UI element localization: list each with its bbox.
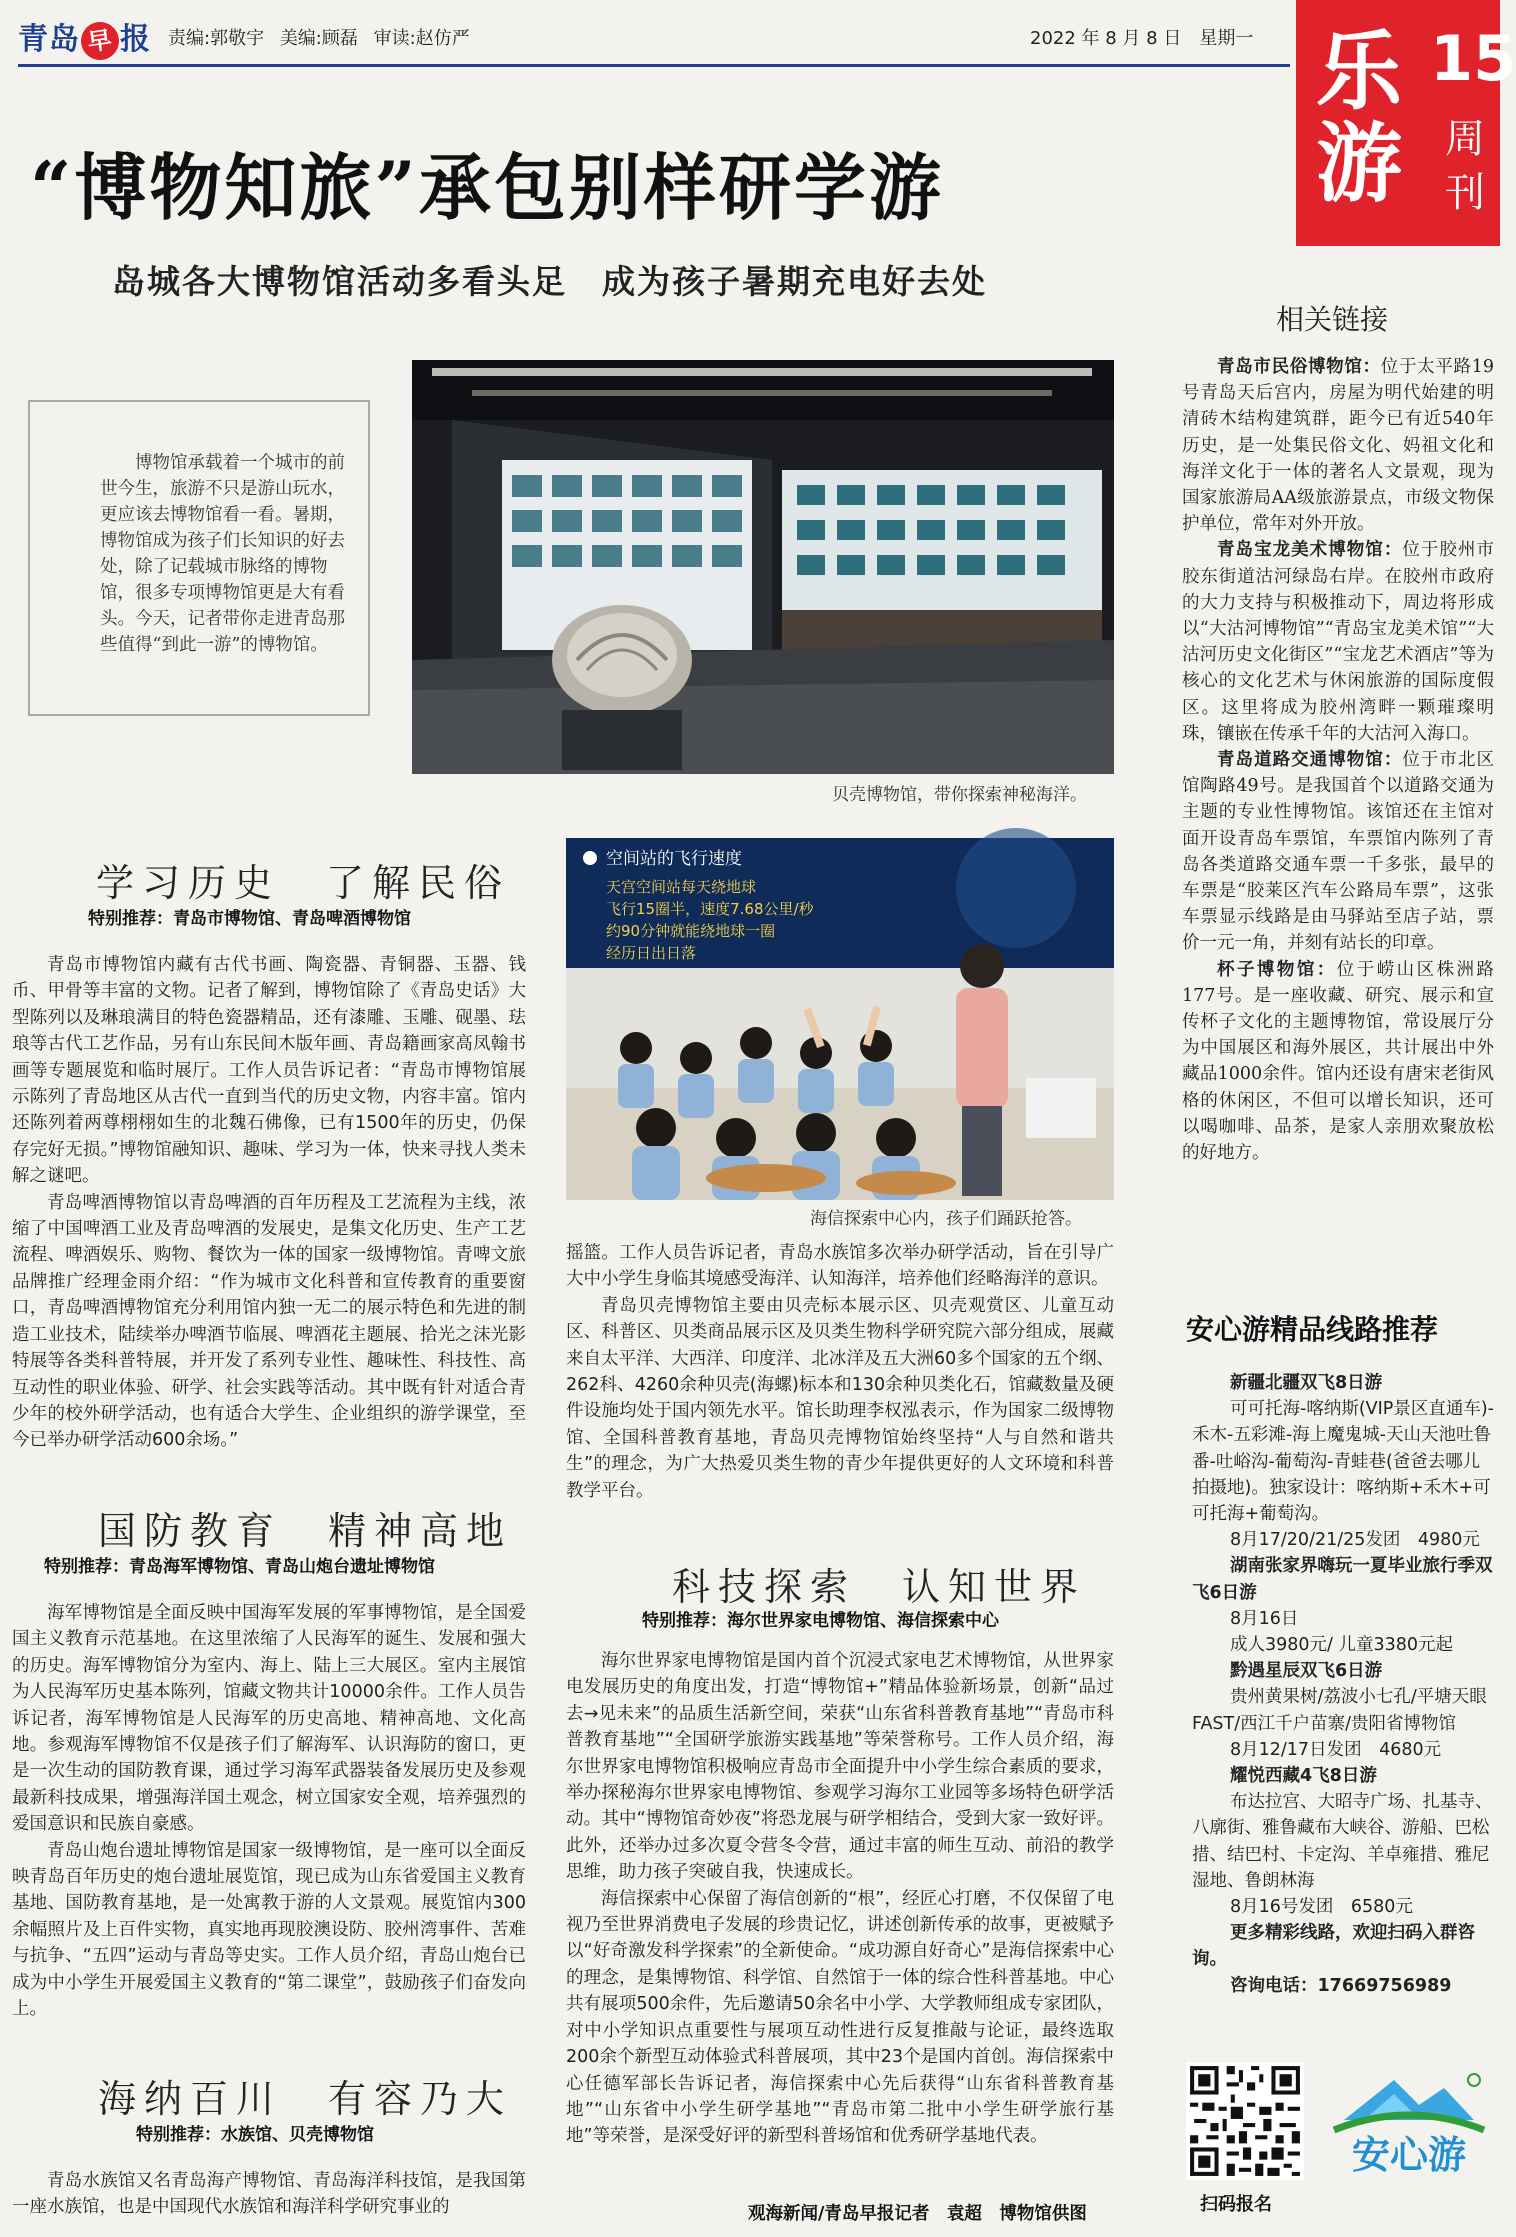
section-heading: 学习历史 了解民俗: [96, 861, 511, 905]
section-heading: 国防教育 精神高地: [98, 1509, 513, 1553]
route-date: 8月17/20/21/25发团 4980元: [1230, 1530, 1480, 1551]
section-name: 乐游: [1316, 21, 1402, 214]
route-name: 黔遇星辰双飞6日游: [1230, 1661, 1383, 1682]
intro-text: 博物馆承载着一个城市的前世今生，旅游不只是游山玩水，更应该去博物馆看一看。暑期，博物馆成为孩子们长知识的好去处，除了记载城市脉络的博物馆，很多专项博物馆更是大有看头。今天，记者带你走进青岛那些值得“到此一游”的博物馆。: [100, 453, 345, 655]
museum-desc: 位于市北区馆陶路49号。是我国首个以道路交通为主题的专业性博物馆。该馆还在主馆对面开设青岛车票馆，车票馆内陈列了青岛各类道路交通车票一千多张，最早的车票是“胶莱区汽车公路局车票”，这张车票显示线路是由马驿站至店子站，票价一元一角，并刻有站长的印章。: [1182, 750, 1495, 954]
article-paragraph: 海信探索中心保留了海信创新的“根”，经匠心打磨，不仅保留了电视乃至世界消费电子发展的珍贵记忆，讲述创新传承的故事，更被赋予以“好奇激发科学探索”的全新使命。“成功源自好奇心”是海信探索中心的理念，是集博物馆、科学馆、自然馆于一体的综合性科普基地。中心共有展项500余件，先后邀请50余名中小学、大学教师组成专家团队，对中小学知识点重要性与展项互动性进行反复推敲与论证，最终选取200余个新型互动体验式科普展项，其中23个是国内首创。海信探索中心任德军部长告诉记者，海信探索中心先后获得“山东省科普教育基地”“山东省中小学生研学基地”“青岛市第二批中小学生研学旅行基地”等荣誉，是深受好评的新型科普场馆和优秀研学基地代表。: [566, 1888, 1114, 2147]
article-paragraph: 摇篮。工作人员告诉记者，青岛水族馆多次举办研学活动，旨在引导广大中小学生身临其境感受海洋、认知海洋，培养他们经略海洋的意识。: [566, 1243, 1114, 1290]
masthead-rule: [18, 64, 1290, 67]
article-paragraph: 海尔世界家电博物馆是国内首个沉浸式家电艺术博物馆，从世界家电发展历史的角度出发，打造“博物馆+”精品体验新场景，创新“品过去→见未来”的品质生活新空间，荣获“山东省科普教育基地”“青岛市科普教育基地”“全国研学旅游实践基地”等荣誉称号。工作人员介绍，海尔世界家电博物馆积极响应青岛市全面提升中小学生综合素质的要求，举办探秘海尔世界家电博物馆、参观学习海尔工业园等多场特色研学活动。其中“博物馆奇妙夜”将恐龙展与研学相结合，受到大家一致好评。此外，还举办过多次夏令营冬令营，通过丰富的师生互动、前沿的教学思维，助力孩子突破自我，快速成长。: [566, 1651, 1114, 1883]
route-desc: 布达拉宫、大昭寺广场、扎基寺、八廓街、雅鲁藏布大峡谷、游船、巴松措、结巴村、卡定沟、羊卓雍措、雅尼湿地、鲁朗林海: [1192, 1792, 1493, 1891]
article-column: [566, 1240, 1114, 1504]
section-heading: 海纳百川 有容乃大: [98, 2077, 513, 2121]
route-desc: 可可托海-喀纳斯(VIP景区直通车)-禾木-五彩滩-海上魔鬼城-天山天池吐鲁番-吐峪沟-葡萄沟-青蛙巷(爸爸去哪儿拍摄地)。独家设计：喀纳斯+禾木+可可托海+葡萄沟。: [1192, 1399, 1494, 1525]
contact-phone: 咨询电话：17669756989: [1230, 1975, 1452, 1996]
route-date: 8月12/17日发团 4680元: [1230, 1739, 1442, 1760]
section-heading: 科技探索 认知世界: [672, 1565, 1087, 1609]
museum-name: 青岛道路交通博物馆：: [1217, 750, 1403, 771]
museum-desc: 位于太平路19号青岛天后宫内，房屋为明代始建的明清砖木结构建筑群，距今已有近540年历史，是一处集民俗文化、妈祖文化和海洋文化于一体的著名人文景观，现为国家旅游局AA级旅游景点，市级文物保护单位，常年对外开放。: [1182, 357, 1494, 535]
editor-credits: [168, 24, 480, 50]
section-recommend: 特别推荐：青岛市博物馆、青岛啤酒博物馆: [88, 909, 411, 929]
screen-title: 空间站的飞行速度: [606, 849, 742, 869]
article-column: [12, 1600, 526, 2023]
related-link-item: [1182, 537, 1494, 747]
article-paragraph: 青岛啤酒博物馆以青岛啤酒的百年历程及工艺流程为主线，浓缩了中国啤酒工业及青岛啤酒的发展史，是集文化历史、生产工艺流程、啤酒娱乐、购物、餐饮为一体的国家一级博物馆。青啤文旅品牌推广经理金雨介绍：“作为城市文化科普和宣传教育的重要窗口，青岛啤酒博物馆充分利用馆内独一无二的展示特色和先进的制造工业技术，陆续举办啤酒节临展、啤酒花主题展、拾光之沫光影特展等各类科普特展，并开发了系列专业性、趣味性、科技性、高互动性的职业体验、研学、社会实践等活动。其中既有针对适合青少年的校外研学活动，也有适合大学生、企业组织的游学课堂，至今已举办研学活动600余场。”: [12, 1192, 526, 1451]
route-date: 8月16日: [1230, 1608, 1299, 1629]
route-price: 成人3980元/ 儿童3380元起: [1230, 1635, 1454, 1656]
route-name: 耀悦西藏4飞8日游: [1230, 1766, 1377, 1787]
shell-museum-photo: [412, 360, 1114, 774]
screen-text-4: 经历日出日落: [606, 944, 697, 962]
related-link-item: [1182, 957, 1494, 1167]
museum-desc: 位于崂山区株洲路177号。是一座收藏、研究、展示和宣传杯子文化的主题博物馆，常设展厅分为中国展区和海外展区，共计展出中外藏品1000余件。馆内还设有唐宋老街风格的休闲区，不但可以增长知识，还可以喝咖啡、品茶，是家人亲朋欢聚放松的好地方。: [1182, 959, 1495, 1164]
related-links-title: 相关链接: [1276, 303, 1389, 336]
section-recommend: 特别推荐：青岛海军博物馆、青岛山炮台遗址博物馆: [44, 1557, 435, 1577]
byline: 观海新闻/青岛早报记者 袁超 博物馆供图: [748, 2204, 1087, 2224]
issue-date: 2022 年 8 月 8 日 星期一: [1030, 28, 1254, 49]
intro-box: [28, 400, 370, 716]
route-name: 新疆北疆双飞8日游: [1230, 1373, 1383, 1393]
headline: “博物知旅”承包别样研学游: [30, 145, 944, 230]
article-paragraph: 青岛山炮台遗址博物馆是国家一级博物馆，是一座可以全面反映青岛百年历史的炮台遗址展览馆，现已成为山东省爱国主义教育基地、国防教育基地，是一处寓教于游的人文景观。展览馆内300余幅照片及上百件实物，真实地再现胶澳设防、胶州湾事件、苦难与抗争、“五四”运动与青岛等史实。工作人员介绍，青岛山炮台已成为中小学生开展爱国主义教育的“第二课堂”，鼓励孩子们奋发向上。: [12, 1840, 526, 2020]
route-desc: 贵州黄果树/荔波小七孔/平塘天眼FAST/西江千户苗寨/贵阳省博物馆: [1192, 1687, 1487, 1734]
article-paragraph: 青岛市博物馆内藏有古代书画、陶瓷器、青铜器、玉器、钱币、甲骨等丰富的文物。记者了解到，博物馆除了《青岛史话》大型陈列以及琳琅满目的特色瓷器精品，还有漆雕、玉雕、砚墨、珐琅等古代工艺作品，另有山东民间木版年画、青岛籍画家高凤翰书画等专题展览和临时展厅。工作人员告诉记者：“青岛市博物馆展示陈列了青岛地区从古代一直到当代的历史文物，内容丰富。馆内还陈列着两尊栩栩如生的北魏石佛像，已有1500年的历史，仍保存完好无损。”博物馆融知识、趣味、学习为一体，快来寻找人类未解之谜吧。: [12, 955, 526, 1187]
qr-label: 扫码报名: [1200, 2194, 1272, 2215]
routes-title: 安心游精品线路推荐: [1186, 1313, 1439, 1346]
screen-text-1: 天宫空间站每天绕地球: [606, 878, 757, 896]
page-number: 15: [1430, 22, 1516, 95]
route-name: 湖南张家界嗨玩一夏毕业旅行季双飞6日游: [1192, 1556, 1493, 1603]
routes-list: [1192, 1370, 1494, 1999]
qr-code[interactable]: [1186, 2062, 1304, 2180]
anxinyou-logo: [1324, 2060, 1494, 2180]
designer-credit: 美编:顾磊: [279, 28, 358, 49]
route-date: 8月16号发团 6580元: [1230, 1897, 1413, 1918]
hisense-center-photo: [566, 838, 1114, 1200]
brand-logo-text: 安心游: [1351, 2133, 1467, 2177]
more-routes-note: 更多精彩线路，欢迎扫码入群咨询。: [1192, 1923, 1475, 1970]
section-recommend: 特别推荐：水族馆、贝壳博物馆: [136, 2125, 374, 2145]
article-column: [12, 2168, 526, 2221]
subheadline: 岛城各大博物馆活动多看头足 成为孩子暑期充电好去处: [112, 262, 987, 301]
newspaper-logo: 青岛 早 报: [18, 14, 151, 60]
editor-credit: 责编:郭敬宇: [168, 28, 265, 49]
museum-name: 杯子博物馆：: [1217, 959, 1337, 980]
article-column: [12, 952, 526, 1454]
section-sub-label: 周刊: [1445, 116, 1485, 216]
section-badge: [1296, 0, 1516, 246]
photo-caption: 海信探索中心内，孩子们踊跃抢答。: [810, 1209, 1082, 1229]
article-column: [566, 1648, 1114, 2150]
screen-text-3: 约90分钟就能绕地球一圈: [606, 922, 776, 940]
museum-name: 青岛市民俗博物馆：: [1217, 357, 1381, 377]
section-recommend: 特别推荐：海尔世界家电博物馆、海信探索中心: [642, 1611, 999, 1631]
article-paragraph: 海军博物馆是全面反映中国海军发展的军事博物馆，是全国爱国主义教育示范基地。在这里浓缩了人民海军的诞生、发展和强大的历史。海军博物馆分为室内、海上、陆上三大展区。室内主展馆为人民海军历史基本陈列，馆藏文物共计10000余件。工作人员告诉记者，海军博物馆是人民海军的历史高地、精神高地、文化高地。参观海军博物馆不仅是孩子们了解海军、认识海防的窗口，更是一次生动的国防教育课，通过学习海军武器装备发展历史及参观最新科技成果，增强海洋国土观念，树立国家安全观，培养强烈的爱国意识和民族自豪感。: [12, 1603, 526, 1835]
proofreader-credit: 审读:赵仿严: [373, 28, 470, 49]
related-link-item: [1182, 747, 1494, 957]
article-paragraph: 青岛水族馆又名青岛海产博物馆、青岛海洋科技馆，是我国第一座水族馆，也是中国现代水族馆和海洋科学研究事业的: [12, 2171, 526, 2218]
related-links: [1182, 354, 1494, 1166]
photo-caption: 贝壳博物馆，带你探索神秘海洋。: [832, 785, 1087, 805]
related-link-item: [1182, 354, 1494, 537]
screen-text-2: 飞行15圈半，速度7.68公里/秒: [606, 900, 814, 918]
museum-desc: 位于胶州市胶东街道沽河绿岛右岸。在胶州市政府的大力支持与积极推动下，周边将形成以“大沽河博物馆”“青岛宝龙美术馆”“大沽河历史文化街区”“宝龙艺术酒店”等为核心的文化艺术与休闲旅游的国际度假区。这里将成为胶州湾畔一颗璀璨明珠，镶嵌在传承千年的大沽河入海口。: [1182, 540, 1495, 744]
article-paragraph: 青岛贝壳博物馆主要由贝壳标本展示区、贝壳观赏区、儿童互动区、科普区、贝类商品展示区及贝类生物科学研究院六部分组成，展藏来自太平洋、大西洋、印度洋、北冰洋及五大洲60多个国家的五个纲、262科、4260余种贝壳(海螺)标本和130余种贝类化石，馆藏数量及硬件设施均处于国内领先水平。馆长助理李权泓表示，作为国家二级博物馆、全国科普教育基地，青岛贝壳博物馆始终坚持“人与自然和谐共生”的理念，为广大热爱贝类生物的青少年提供更好的人文环境和科普教学平台。: [566, 1295, 1114, 1501]
museum-name: 青岛宝龙美术博物馆：: [1217, 540, 1403, 561]
